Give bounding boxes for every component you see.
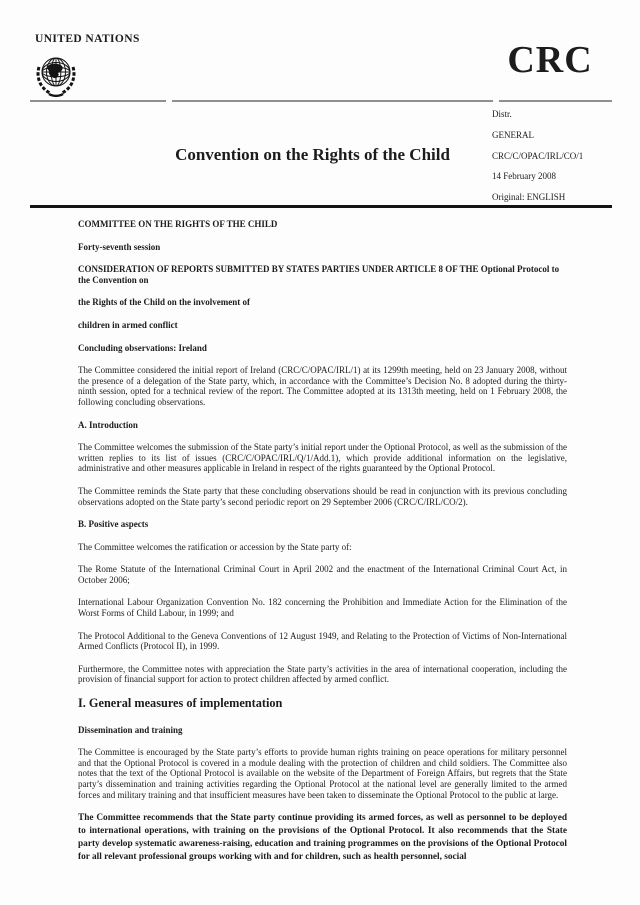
org-name: UNITED NATIONS <box>35 33 140 45</box>
doc-date: 14 February 2008 <box>492 171 556 182</box>
dissemination-heading: Dissemination and training <box>78 724 183 735</box>
distr-label: Distr. <box>492 109 512 119</box>
section-i-heading: I. General measures of implementation <box>78 696 283 711</box>
header-divider <box>30 205 612 208</box>
doc-symbol: CRC/C/OPAC/IRL/CO/1 <box>492 150 584 161</box>
welcomes-paragraph: The Committee welcomes the submission of the State party’s initial report under the Optional Protocol, as well as the submission of the written replies to its list of issues (CRC/C/OPAC/IRL/Q/1/Add.1), which provide additional information on the legislative, administrative and other measures applicable in Ireland in respect of the rights guaranteed by the Optional Protocol. <box>78 442 567 474</box>
document-body <box>78 219 567 876</box>
un-emblem-icon <box>33 52 79 100</box>
ilo-paragraph: International Labour Organization Convention No. 182 concerning the Prohibition and Immediate Action for the Elimination of the Worst Forms of Child Labour, in 1999; and <box>78 597 567 619</box>
furthermore-paragraph: Furthermore, the Committee notes with appreciation the State party’s activities in the area of international cooperation, including the provision of financial support for action to protect children affected by armed conflict. <box>78 663 567 685</box>
doc-code: CRC <box>507 39 593 81</box>
reminds-paragraph: The Committee reminds the State party that these concluding observations should be read in conjunction with its previous concluding observations adopted on the State party’s second periodic report on 29 September 2006 (CRC/C/IRL/CO/2). <box>78 485 567 507</box>
header-rule-right <box>499 100 612 102</box>
distribution-info <box>492 104 583 208</box>
distr-value: GENERAL <box>492 129 534 140</box>
ratification-paragraph: The Committee welcomes the ratification or accession by the State party of: <box>78 541 352 552</box>
concluding-heading: Concluding observations: Ireland <box>78 342 207 353</box>
intro-paragraph: The Committee considered the initial report of Ireland (CRC/C/OPAC/IRL/1) at its 1299th meeting, held on 23 January 2008, without the presence of a delegation of the State party, which, in accordance with the Committee’s Decision No. 8 adopted during the thirty-ninth session, opted for a technical review of the report. The Committee adopted at its 1313th meeting, held on 1 February 2008, the following concluding observations. <box>78 365 567 407</box>
recommends-paragraph: The Committee recommends that the State party continue providing its armed forces, as well as personnel to be deployed to international operations, with training on the provisions of the Optional Protocol. It also recommends that the State party develop systematic awareness-raising, education and training programmes on the provisions of the Optional Protocol for all relevant professional groups working with and for children, such as health personnel, social <box>78 813 567 863</box>
header-rule-left <box>30 100 166 102</box>
doc-title: Convention on the Rights of the Child <box>175 145 450 164</box>
committee-heading: COMMITTEE ON THE RIGHTS OF THE CHILD <box>78 219 278 229</box>
armed-conflict-heading: children in armed conflict <box>78 319 178 330</box>
rights-heading: the Rights of the Child on the involvement of <box>78 297 251 308</box>
session-heading: Forty-seventh session <box>78 241 161 252</box>
doc-original-language: Original: ENGLISH <box>492 192 566 203</box>
geneva-paragraph: The Protocol Additional to the Geneva Conventions of 12 August 1949, and Relating to the Protection of Victims of Non-International Armed Conflicts (Protocol II), in 1999. <box>78 630 567 652</box>
section-a-heading: A. Introduction <box>78 419 138 430</box>
rome-statute-paragraph: The Rome Statute of the International Criminal Court in April 2002 and the enactment of the International Criminal Court Act, in October 2006; <box>78 564 567 585</box>
consideration-heading: CONSIDERATION OF REPORTS SUBMITTED BY STATES PARTIES UNDER ARTICLE 8 OF THE Optional Protocol to the Convention on <box>78 264 560 285</box>
header-rule-middle <box>172 100 493 102</box>
section-b-heading: B. Positive aspects <box>78 519 149 530</box>
encouraged-paragraph: The Committee is encouraged by the State party’s efforts to provide human rights training on peace operations for military personnel and that the Optional Protocol is covered in a module dealing with the protection of children and child soldiers. The Committee also notes that the text of the Optional Protocol is available on the website of the Department of Foreign Affairs, but regrets that the State party’s dissemination and training activities regarding the Optional Protocol at the national level are generally limited to the armed forces and military training and that insufficient measures have been taken to disseminate the Optional Protocol to the public at large. <box>78 747 567 800</box>
